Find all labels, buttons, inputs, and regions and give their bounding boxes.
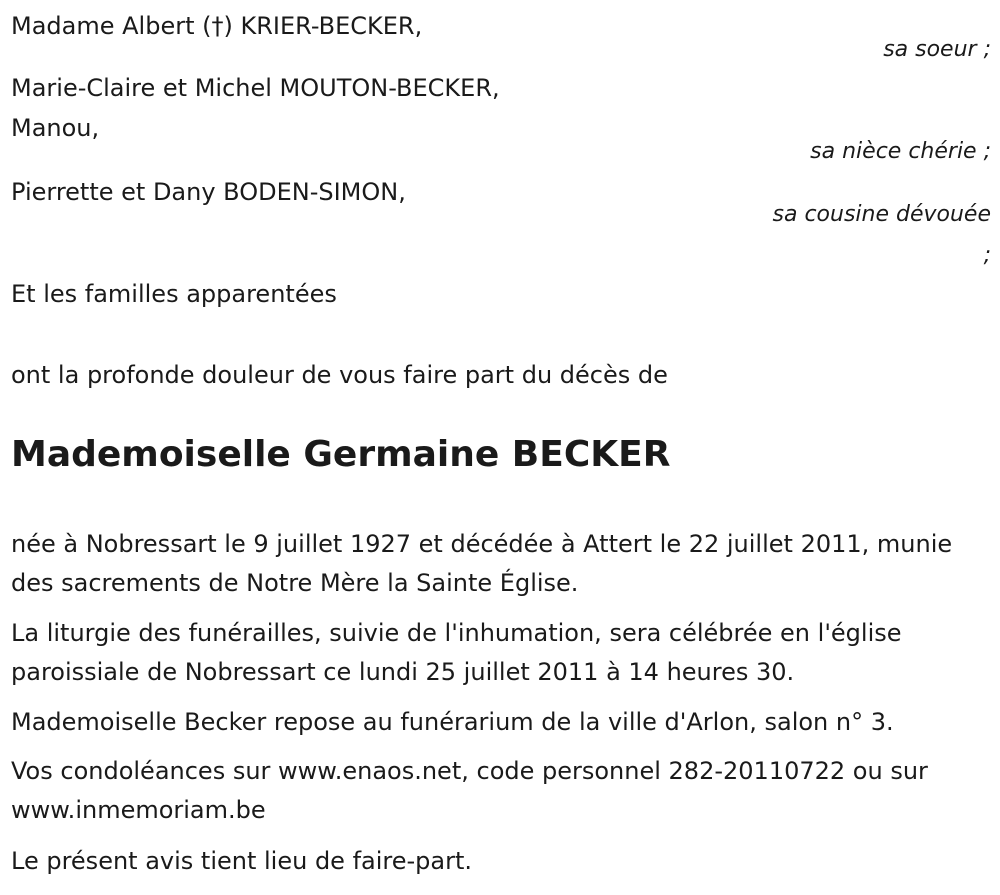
- sister-role: sa soeur ;: [883, 37, 991, 62]
- niece-parents: Marie-Claire et Michel MOUTON-BECKER,: [11, 74, 500, 102]
- birth-death-paragraph: née à Nobressart le 9 juillet 1927 et décédée à Attert le 22 juillet 2011, munie des sacrements de Notre Mère la Sainte Église.: [11, 530, 953, 597]
- cousin-role: sa cousine dévouée: [772, 202, 991, 227]
- funeral-paragraph: La liturgie des funérailles, suivie de l'inhumation, sera célébrée en l'église paroissiale de Nobressart ce lundi 25 juillet 2011 à 14 heures 30.: [11, 619, 902, 686]
- deceased-name: Mademoiselle Germaine BECKER: [11, 434, 671, 475]
- cousin-role-end: ;: [983, 243, 991, 268]
- notice-paragraph: Le présent avis tient lieu de faire-part.: [11, 847, 473, 875]
- niece-name: Manou,: [11, 114, 100, 142]
- condolences-paragraph: Vos condoléances sur www.enaos.net, code personnel 282-20110722 ou sur www.inmemoriam.be: [11, 757, 928, 824]
- rest-paragraph: Mademoiselle Becker repose au funérarium de la ville d'Arlon, salon n° 3.: [11, 708, 894, 736]
- niece-role: sa nièce chérie ;: [810, 139, 991, 164]
- announcement-text: ont la profonde douleur de vous faire part du décès de: [11, 361, 668, 389]
- cousin-name: Pierrette et Dany BODEN-SIMON,: [11, 178, 406, 206]
- sister-name: Madame Albert (†) KRIER-BECKER,: [11, 12, 423, 40]
- related-families: Et les familles apparentées: [11, 280, 337, 308]
